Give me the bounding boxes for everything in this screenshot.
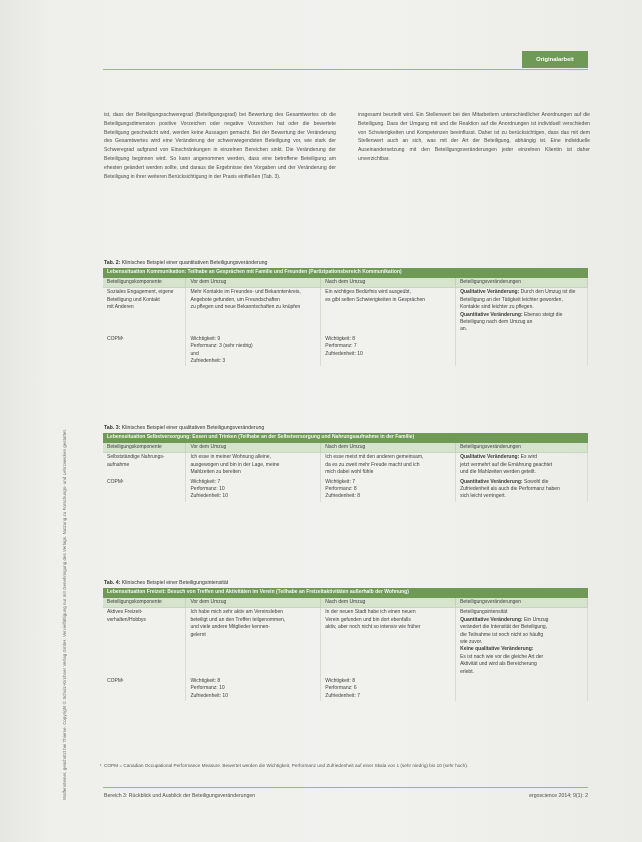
- change-text: die Teilnahme ist noch nicht so häufig: [460, 631, 544, 638]
- cell-line: [460, 669, 583, 676]
- cell-line: [460, 469, 583, 476]
- cell-line: Ein wichtiges Bedürfnis wird ausgeübt,: [325, 289, 411, 296]
- cell-line: Wichtigkeit: 8: [190, 678, 221, 685]
- cell-line: COPM¹: [107, 478, 124, 485]
- cell-line: Zufriedenheit: 10: [190, 692, 228, 699]
- cell-line: mich dabei wohl fühle: [325, 469, 374, 476]
- table-header-cell: Vor dem Umzug: [186, 278, 321, 288]
- change-text: Ein Umzug: [522, 616, 549, 623]
- cell-line: Angebote gefunden, um Freundschaften: [190, 296, 280, 303]
- cell-line: [460, 462, 583, 469]
- cell-line: Ich esse meist mit den anderen gemeinsam,: [325, 454, 424, 461]
- cell-line: Zufriedenheit: 8: [325, 493, 361, 500]
- table-cell: [103, 335, 186, 367]
- cell-line: Wichtigkeit: 7: [190, 478, 221, 485]
- cell-line: [460, 304, 583, 311]
- change-text: Durch den Umzug ist die: [519, 289, 576, 296]
- change-text: Es ist nach wie vor die gleiche Art der: [460, 653, 544, 660]
- table-3: [103, 433, 588, 502]
- cell-line: Performanz: 10: [190, 685, 225, 692]
- table-header-cell: Beteiligungsveränderungen: [456, 278, 588, 288]
- table-cell: [103, 288, 186, 335]
- cell-line: [460, 617, 583, 624]
- cell-line: COPM¹: [107, 335, 124, 342]
- cell-line: [460, 486, 583, 493]
- table-header-cell: Beteiligungskomponente: [103, 598, 186, 608]
- cell-line: Zufriedenheit: 10: [190, 493, 228, 500]
- cell-line: Ich habe mich sehr aktiv am Vereinsleben: [190, 609, 284, 616]
- table-cell: [186, 478, 321, 502]
- change-text: jetzt vermehrt auf die Ernährung geachtet: [460, 461, 553, 468]
- cell-line: [460, 639, 583, 646]
- change-text: Ebenso steigt die: [522, 311, 563, 318]
- footer-citation: ergoscience 2014; 9(1): 2: [529, 793, 588, 799]
- footer-rule: [103, 787, 588, 788]
- table-caption-text: Klinisches Beispiel einer quantitativen Beteiligungsveränderung: [121, 260, 268, 266]
- table-caption-label: Tab. 3:: [104, 425, 121, 431]
- cell-line: Performanz: 3 (sehr niedrig): [190, 343, 253, 350]
- change-label: Quantitative Veränderung:: [460, 478, 523, 485]
- table-caption-text: Klinisches Beispiel einer Beteiligungsintensität: [121, 580, 229, 586]
- table-header-cell: Nach dem Umzug: [321, 443, 456, 453]
- change-text: Sowohl die: [522, 478, 549, 485]
- table-caption: [104, 425, 264, 431]
- cell-line: Mahlzeiten zu bereiten: [190, 469, 241, 476]
- table-cell: [321, 608, 456, 677]
- table-header-cell: Vor dem Umzug: [186, 443, 321, 453]
- change-label: Qualitative Veränderung:: [460, 289, 520, 296]
- cell-line: In der neuen Stadt habe ich einen neuen: [325, 609, 416, 616]
- change-text: verändert die Intensität der Beteiligung,: [460, 624, 548, 631]
- cell-line: Zufriedenheit: 7: [325, 692, 361, 699]
- table-cell-changes: [456, 608, 588, 677]
- change-text: erlebt.: [460, 668, 474, 675]
- change-text: Beteiligungsintensität: [460, 609, 508, 616]
- change-text: an.: [460, 326, 468, 333]
- change-text: Beteiligung nach dem Umzug an: [460, 319, 533, 326]
- table-header-cell: Nach dem Umzug: [321, 278, 456, 288]
- change-label: Quantitative Veränderung:: [460, 616, 523, 623]
- table-cell-changes: [456, 335, 588, 367]
- cell-line: Beteiligung und Kontakt: [107, 296, 160, 303]
- cell-line: [460, 289, 583, 296]
- cell-line: [460, 479, 583, 486]
- table-header-cell: Beteiligungsveränderungen: [456, 598, 588, 608]
- table-header-cell: Beteiligungsveränderungen: [456, 443, 588, 453]
- cell-line: es gibt selten Schwierigkeiten in Gesprächen: [325, 296, 426, 303]
- table-caption: [104, 260, 267, 266]
- cell-line: Performanz: 6: [325, 685, 357, 692]
- cell-line: Performanz: 8: [325, 486, 357, 493]
- table-row: [103, 335, 588, 367]
- change-text: und die Mahlzeiten werden geteilt.: [460, 469, 536, 476]
- table-cell: [186, 608, 321, 677]
- cell-line: Zufriedenheit: 3: [190, 358, 226, 365]
- table-cell: [321, 288, 456, 335]
- table-cell: [103, 453, 186, 478]
- cell-line: Wichtigkeit: 8: [325, 678, 355, 685]
- cell-line: [460, 326, 583, 333]
- cell-line: beteiligt und an den Treffen teilgenommen,: [190, 616, 286, 623]
- cell-line: Performanz: 7: [325, 343, 357, 350]
- cell-line: [460, 624, 583, 631]
- cell-line: ausgewogen und bin in der Lage, meine: [190, 461, 280, 468]
- cell-line: COPM¹: [107, 678, 124, 685]
- cell-line: [460, 609, 583, 616]
- table-row: [103, 478, 588, 502]
- section-rubric: Originalarbeit: [522, 51, 588, 68]
- cell-line: Wichtigkeit: 7: [325, 478, 355, 485]
- table-header-cell: Vor dem Umzug: [186, 598, 321, 608]
- cell-line: mit Anderen: [107, 304, 134, 311]
- cell-line: zu pflegen und neue Bekanntschaften zu knüpfen: [190, 304, 301, 311]
- change-text: Es wird: [519, 454, 538, 461]
- cell-line: da es zu zweit mehr Freude macht und ich: [325, 461, 420, 468]
- change-text: sich leicht verringert.: [460, 493, 506, 500]
- cell-line: [460, 319, 583, 326]
- cell-line: und viele andere Mitglieder kennen-: [190, 624, 270, 631]
- cell-line: [460, 646, 583, 653]
- table-row: [103, 677, 588, 701]
- footnote-number: ¹: [100, 763, 102, 768]
- table-band-title: Lebenssituation Freizeit: Besuch von Treffen und Aktivitäten im Verein (Teilhabe an Freizeitaktivitäten außerhalb der Wohnung): [103, 588, 588, 598]
- table-cell-changes: [456, 478, 588, 502]
- table-cell: [186, 335, 321, 367]
- table-header-cell: Nach dem Umzug: [321, 598, 456, 608]
- footer-section-title: Bereich 3: Rückblick und Ausblick der Beteiligungsveränderungen: [104, 793, 256, 799]
- change-label: Qualitative Veränderung:: [460, 454, 520, 461]
- cell-line: Soziales Engagement, eigene: [107, 289, 174, 296]
- cell-line: Ich esse in meiner Wohnung alleine,: [190, 454, 271, 461]
- cell-line: und: [190, 350, 199, 357]
- table-cell: [186, 453, 321, 478]
- table-cell: [103, 608, 186, 677]
- change-label: Quantitative Veränderung:: [460, 311, 523, 318]
- table-row: [103, 453, 588, 478]
- table-caption-label: Tab. 4:: [104, 580, 121, 586]
- change-text: Zufriedenheit als auch die Performanz haben: [460, 486, 560, 493]
- cell-line: [460, 312, 583, 319]
- cell-line: [460, 632, 583, 639]
- cell-line: Selbstständige Nahrungs-: [107, 454, 165, 461]
- cell-line: Verein gefunden und bin dort ebenfalls: [325, 616, 411, 623]
- cell-line: aktiv, aber noch nicht so intensiv wie früher: [325, 624, 421, 631]
- table-cell: [321, 453, 456, 478]
- cell-line: [460, 454, 583, 461]
- cell-line: Aktives Freizeit-: [107, 609, 143, 616]
- change-text: Kontakte sind leichter zu pflegen.: [460, 304, 534, 311]
- footnote-text: COPM = Canadian Occupational Performance Measure. Bewertet werden die Wichtigkeit, Performanz und Zufriedenheit auf einer Skala von 1 (sehr niedrig) bis 10 (sehr hoch).: [104, 763, 469, 768]
- table-cell: [321, 335, 456, 367]
- change-text: Aktivität und wird als Bereicherung: [460, 661, 537, 668]
- table-cell: [321, 677, 456, 701]
- side-copyright-text: Wolfensteiner, geschützt bei Thieme. Copyright © Schulz-Kirchner Verlag GmbH. Vervielfältigung nur mit Genehmigung des Verlags. Nutzung zu Forschungs- und Lehrzwecken gestattet.: [62, 428, 67, 800]
- table-4: [103, 588, 588, 701]
- cell-line: Wichtigkeit: 8: [325, 335, 356, 342]
- table-caption: [104, 580, 228, 586]
- cell-line: gelernt: [190, 631, 206, 638]
- table-band-title: Lebenssituation Kommunikation: Teilhabe an Gesprächen mit Familie und Freunden (Partizipationsbereich Kommunikation): [103, 268, 588, 278]
- table-2: [103, 268, 588, 366]
- table-cell-changes: [456, 453, 588, 478]
- header-rule: [103, 69, 588, 70]
- cell-line: Zufriedenheit: 10: [325, 350, 363, 357]
- table-cell-changes: [456, 288, 588, 335]
- table-cell: [321, 478, 456, 502]
- change-text: Beteiligung an der Tätigkeit leichter geworden,: [460, 296, 563, 303]
- table-row: [103, 608, 588, 677]
- table-header-cell: Beteiligungskomponente: [103, 278, 186, 288]
- cell-line: [460, 493, 583, 500]
- table-header-cell: Beteiligungskomponente: [103, 443, 186, 453]
- cell-line: verhalten/Hobbys: [107, 616, 146, 623]
- change-label: Keine qualitative Veränderung:: [460, 646, 534, 653]
- table-cell: [103, 478, 186, 502]
- footnote: [100, 762, 588, 769]
- table-caption-text: Klinisches Beispiel einer qualitativen Beteiligungsveränderung: [121, 425, 265, 431]
- cell-line: aufnahme: [107, 461, 130, 468]
- body-right-column: insgesamt beurteilt wird. Ein Stellenwert bei den Mitarbeitern unterschiedlicher Anordnungen auf die Beteiligung. Dass der Umgang mit und die Reaktion auf die Anordnungen ist individuell verschieden von Schwierigkeiten und Kompetenzen beeinflusst. Daher ist zu berücksichtigen, dass das mit dem Stellenwert auch an sich, was mit der Art der Beteiligung, abhängig ist. Eine individuelle Auseinandersetzung mit den Beteiligungsveränderungen jeder einzelnen Klientin ist daher unverzichtbar.: [358, 112, 590, 162]
- table-cell: [186, 677, 321, 701]
- cell-line: [460, 654, 583, 661]
- table-caption-label: Tab. 2:: [104, 260, 121, 266]
- cell-line: [460, 297, 583, 304]
- cell-line: Performanz: 10: [190, 486, 225, 493]
- cell-line: Mehr Kontakte im Freundes- und Bekanntenkreis,: [190, 289, 301, 296]
- table-cell: [103, 677, 186, 701]
- cell-line: Wichtigkeit: 9: [190, 335, 221, 342]
- change-text: wie zuvor.: [460, 639, 483, 646]
- cell-line: [460, 661, 583, 668]
- body-left-column: ist, dass der Beteiligungsschweregrad (Beteiligungsgrad) bei Bewertung des Gesamtwertes ob die Beteiligungsdimension positive Vorzeichen oder negative Vorzeichen hat oder die bewertete Beteiligung geschwächt wird, werden keine Aussagen gemacht. Bei der Bewertung der Veränderung des Gesamtwertes wird eine Veränderung der schwerwiegendsten Beteiligung vor, wie stark der Schweregrad aufgrund von Einschränkungen in einzelnen Bereichen sinkt. Die Veränderung der Beteiligung beginnen wird. So kann angenommen werden, dass eine betroffene Beteiligung am ehesten geändert werden sollte, und daraus die Ergebnisse den Vorgaben und der Veränderung der Beteiligung in ihrer weiteren Berücksichtigung in der Praxis einfließen (Tab. 3).: [104, 112, 336, 180]
- table-cell-changes: [456, 677, 588, 701]
- table-cell: [186, 288, 321, 335]
- table-band-title: Lebenssituation Selbstversorgung: Essen und Trinken (Teilhabe an der Selbstversorgung und Nahrungsaufnahme in der Familie): [103, 433, 588, 443]
- table-row: [103, 288, 588, 335]
